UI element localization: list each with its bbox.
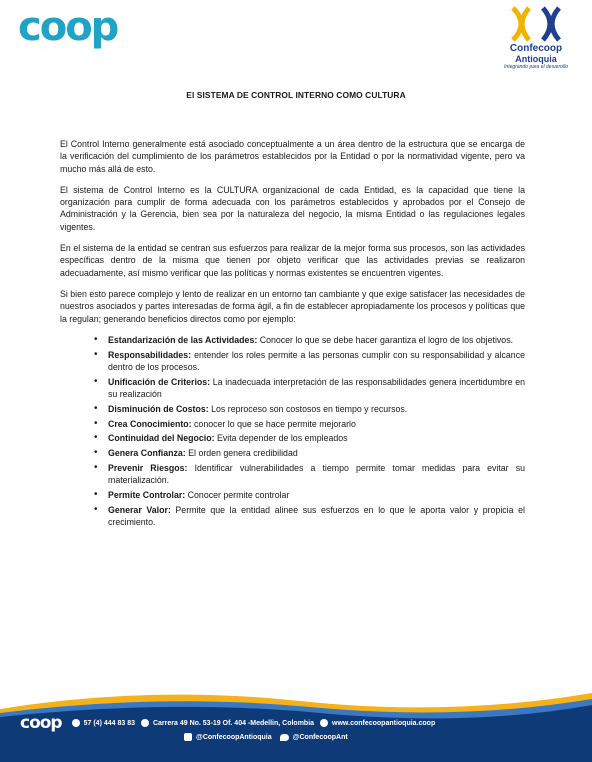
globe-icon [320, 719, 328, 727]
footer-facebook[interactable]: @ConfecoopAntioquia [196, 733, 272, 741]
list-item [108, 349, 525, 374]
list-item-term: Prevenir Riesgos: [108, 463, 188, 474]
list-item-text: conocer lo que se hace permite mejorarlo [191, 418, 356, 429]
footer-website[interactable]: www.confecoopantioquia.coop [332, 719, 436, 727]
confecoop-logo [488, 4, 584, 80]
list-item-text: entender los roles permite a las personas cumplir con su responsabilidad y alcance dentro de los procesos. [108, 349, 525, 372]
list-item-text: Evita depender de los empleados [214, 433, 348, 444]
list-item [108, 334, 525, 346]
footer-twitter[interactable]: @ConfecoopAnt [292, 733, 348, 741]
document-title: El SISTEMA DE CONTROL INTERNO COMO CULTURA [186, 90, 406, 100]
phone-icon [72, 719, 80, 727]
footer-coop-logo: coop [20, 713, 62, 733]
list-item [108, 462, 525, 487]
list-item-term: Estandarización de las Actividades: [108, 334, 258, 345]
list-item-text: Conocer lo que se debe hacer garantiza el logro de los objetivos. [257, 334, 514, 345]
list-item-term: Unificación de Criterios: [108, 376, 211, 387]
list-item [108, 489, 525, 501]
coop-logo: coop [18, 4, 118, 50]
list-item-text: La inadecuada interpretación de las responsabilidades genera incertidumbre en su realización [108, 376, 525, 400]
list-item-text: Identificar vulnerabilidades a tiempo permite tomar medidas para evitar su materialización. [108, 463, 525, 486]
list-item [108, 403, 525, 415]
list-item-text: Permite que la entidad alinee sus esfuerzos en lo que le aporta valor y propicia el crecimiento. [108, 504, 525, 528]
footer-address: Carrera 49 No. 53-19 Of. 404 -Medellin, Colombia [152, 719, 315, 727]
document-body [60, 138, 525, 531]
list-item-text: Conocer permite controlar [185, 490, 290, 501]
paragraph: El sistema de Control Interno es la CULTURA organizacional de cada Entidad, es la capacidad que tiene la organización para cumplir de forma adecuada con los parámetros establecidos y aprobados por el Consejo de Administración y la Gerencia, bien sea por la naturaleza del negocio, la misma Entidad o las regulaciones legales vigentes. [60, 184, 525, 232]
paragraph: Si bien esto parece complejo y lento de realizar en un entorno tan cambiante y que exige satisfacer las necesidades de nuestros asociados y partes interesadas de forma ágil, a fin de establecer apropiadamente los procesos y políticas que la regulan; generando beneficios directos como por ejemplo: [60, 288, 525, 324]
facebook-icon [184, 733, 192, 741]
confecoop-emblem-icon [507, 4, 565, 44]
confecoop-region: Antioquia [515, 54, 557, 64]
paragraph: El Control Interno generalmente está asociado conceptualmente a un área dentro de la estructura que se encarga de la verificación del cumplimiento de los parámetros establecidos por la Entidad o por la normatividad vigente, pero va mucho más allá de esto. [60, 139, 525, 174]
list-item-term: Crea Conocimiento: [108, 418, 192, 429]
paragraph: En el sistema de la entidad se centran sus esfuerzos para realizar de la mejor forma sus procesos, son las actividades específicas dentro de la misma que tienen por objeto verificar que las actividades previas se realizaron adecuadamente, así mismo verificar que las políticas y normas existentes se encuentren vigentes. [60, 243, 525, 278]
list-item [108, 504, 525, 529]
list-item [108, 432, 525, 444]
footer [0, 687, 592, 762]
list-item [108, 376, 525, 401]
twitter-icon [280, 734, 289, 741]
list-item-text: Los reproceso son costosos en tiempo y recursos. [208, 403, 408, 414]
list-item-term: Responsabilidades: [108, 349, 192, 360]
location-icon [141, 719, 149, 727]
list-item-text: El orden genera credibilidad [185, 448, 298, 459]
footer-social-row [184, 733, 348, 741]
footer-phone: 57 (4) 444 83 83 [83, 719, 135, 727]
list-item-term: Permite Controlar: [108, 490, 186, 501]
list-item [108, 418, 525, 430]
confecoop-slogan: Integrando para el desarrollo [504, 64, 568, 70]
footer-contact-row [20, 713, 435, 733]
list-item-term: Genera Confianza: [108, 448, 186, 459]
list-item-term: Generar Valor: [108, 504, 171, 515]
list-item [108, 447, 525, 459]
list-item-term: Disminución de Costos: [108, 403, 209, 414]
list-item-term: Continuidad del Negocio: [108, 433, 215, 444]
benefits-list [60, 334, 525, 529]
confecoop-name: Confecoop [509, 43, 563, 54]
